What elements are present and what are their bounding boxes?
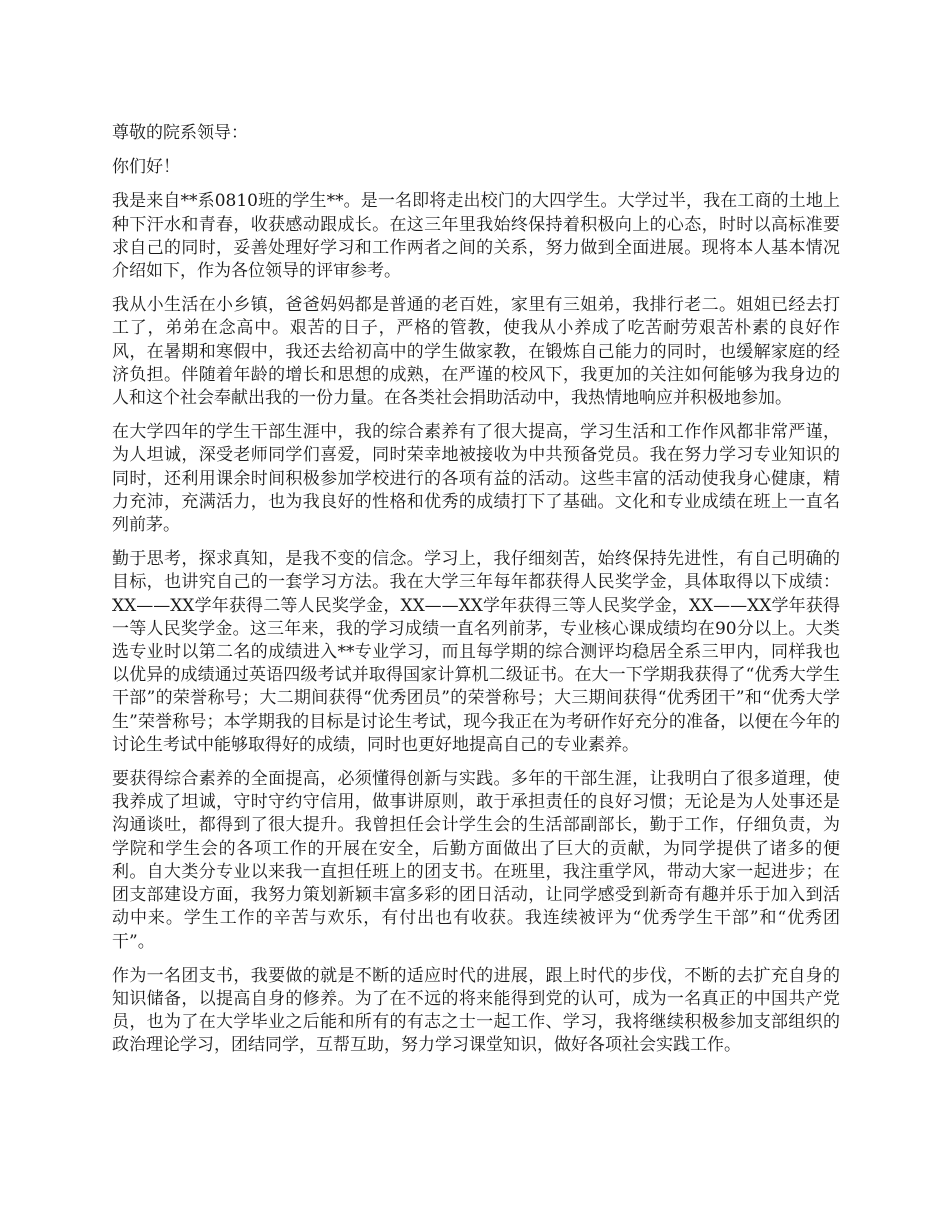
paragraph-academic-achievements: 勤于思考，探求真知，是我不变的信念。学习上，我仔细刻苦，始终保持先进性，有自己明确的目标，也讲究自己的一套学习方法。我在大学三年每年都获得人民奖学金，具体取得以下成绩：XX——XX学年获得二等人民奖学金，XX——XX学年获得三等人民奖学金，XX——XX学年获得一等人民奖学金。这三年来，我的学习成绩一直名列前茅，专业核心课成绩均在90分以上。大类选专业时以第二名的成绩进入**专业学习，而且每学期的综合测评均稳居全系三甲内，同样我也以优异的成绩通过英语四级考试并取得国家计算机二级证书。在大一下学期我获得了“优秀大学生干部”的荣誉称号；大二期间获得“优秀团员”的荣誉称号；大三期间获得“优秀团干”和“优秀大学生”荣誉称号；本学期我的目标是讨论生考试，现今我正在为考研作好充分的准备，以便在今年的讨论生考试中能够取得好的成绩，同时也更好地提高自己的专业素养。 [112,549,840,755]
greeting: 你们好！ [112,157,180,178]
salutation: 尊敬的院系领导： [112,123,248,143]
paragraph-innovation-practice: 要获得综合素养的全面提高，必须懂得创新与实践。多年的干部生涯，让我明白了很多道理，使我养成了坦诚，守时守约守信用，做事讲原则，敢于承担责任的良好习惯；无论是为人处事还是沟通谈吐，都得到了很大提升。我曾担任会计学生会的生活部副部长，勤于工作，仔细负责，为学院和学生会的各项工作的开展在安全，后勤方面做出了巨大的贡献，为同学提供了诸多的便利。自大类分专业以来我一直担任班上的团支书。在班里，我注重学风，带动大家一起进步；在团支部建设方面，我努力策划新颖丰富多彩的团日活动，让同学感受到新奇有趣并乐于加入到活动中来。学生工作的辛苦与欢乐，有付出也有收获。我连续被评为“优秀学生干部”和“优秀团干”。 [112,769,840,952]
letter-document [112,122,840,1069]
paragraph-future-goals: 作为一名团支书，我要做的就是不断的适应时代的进展，跟上时代的步伐，不断的去扩充自身的知识储备，以提高自身的修养。为了在不远的将来能得到党的认可，成为一名真正的中国共产党员，也为了在大学毕业之后能和所有的有志之士一起工作、学习，我将继续积极参加支部组织的政治理论学习，团结同学，互帮互助，努力学习课堂知识，做好各项社会实践工作。 [112,965,840,1056]
paragraph-cadre-experience: 在大学四年的学生干部生涯中，我的综合素养有了很大提高，学习生活和工作作风都非常严谨，为人坦诚，深受老师同学们喜爱，同时荣幸地被接收为中共预备党员。我在努力学习专业知识的同时，还利用课余时间积极参加学校进行的各项有益的活动。这些丰富的活动使我身心健康，精力充沛，充满活力，也为我良好的性格和优秀的成绩打下了基础。文化和专业成绩在班上一直名列前茅。 [112,422,840,536]
paragraph-introduction: 我是来自**系0810班的学生**。是一名即将走出校门的大四学生。大学过半，我在工商的土地上种下汗水和青春，收获感动跟成长。在这三年里我始终保持着积极向上的心态，时时以高标准要求自己的同时，妥善处理好学习和工作两者之间的关系，努力做到全面进展。现将本人基本情况介绍如下，作为各位领导的评审参考。 [112,191,840,282]
paragraph-family-background: 我从小生活在小乡镇，爸爸妈妈都是普通的老百姓，家里有三姐弟，我排行老二。姐姐已经去打工了，弟弟在念高中。艰苦的日子，严格的管教，使我从小养成了吃苦耐劳艰苦朴素的良好作风，在暑期和寒假中，我还去给初高中的学生做家教，在锻炼自己能力的同时，也缓解家庭的经济负担。伴随着年龄的增长和思想的成熟，在严谨的校风下，我更加的关注如何能够为我身边的人和这个社会奉献出我的一份力量。在各类社会捐助活动中，我热情地响应并积极地参加。 [112,295,840,409]
